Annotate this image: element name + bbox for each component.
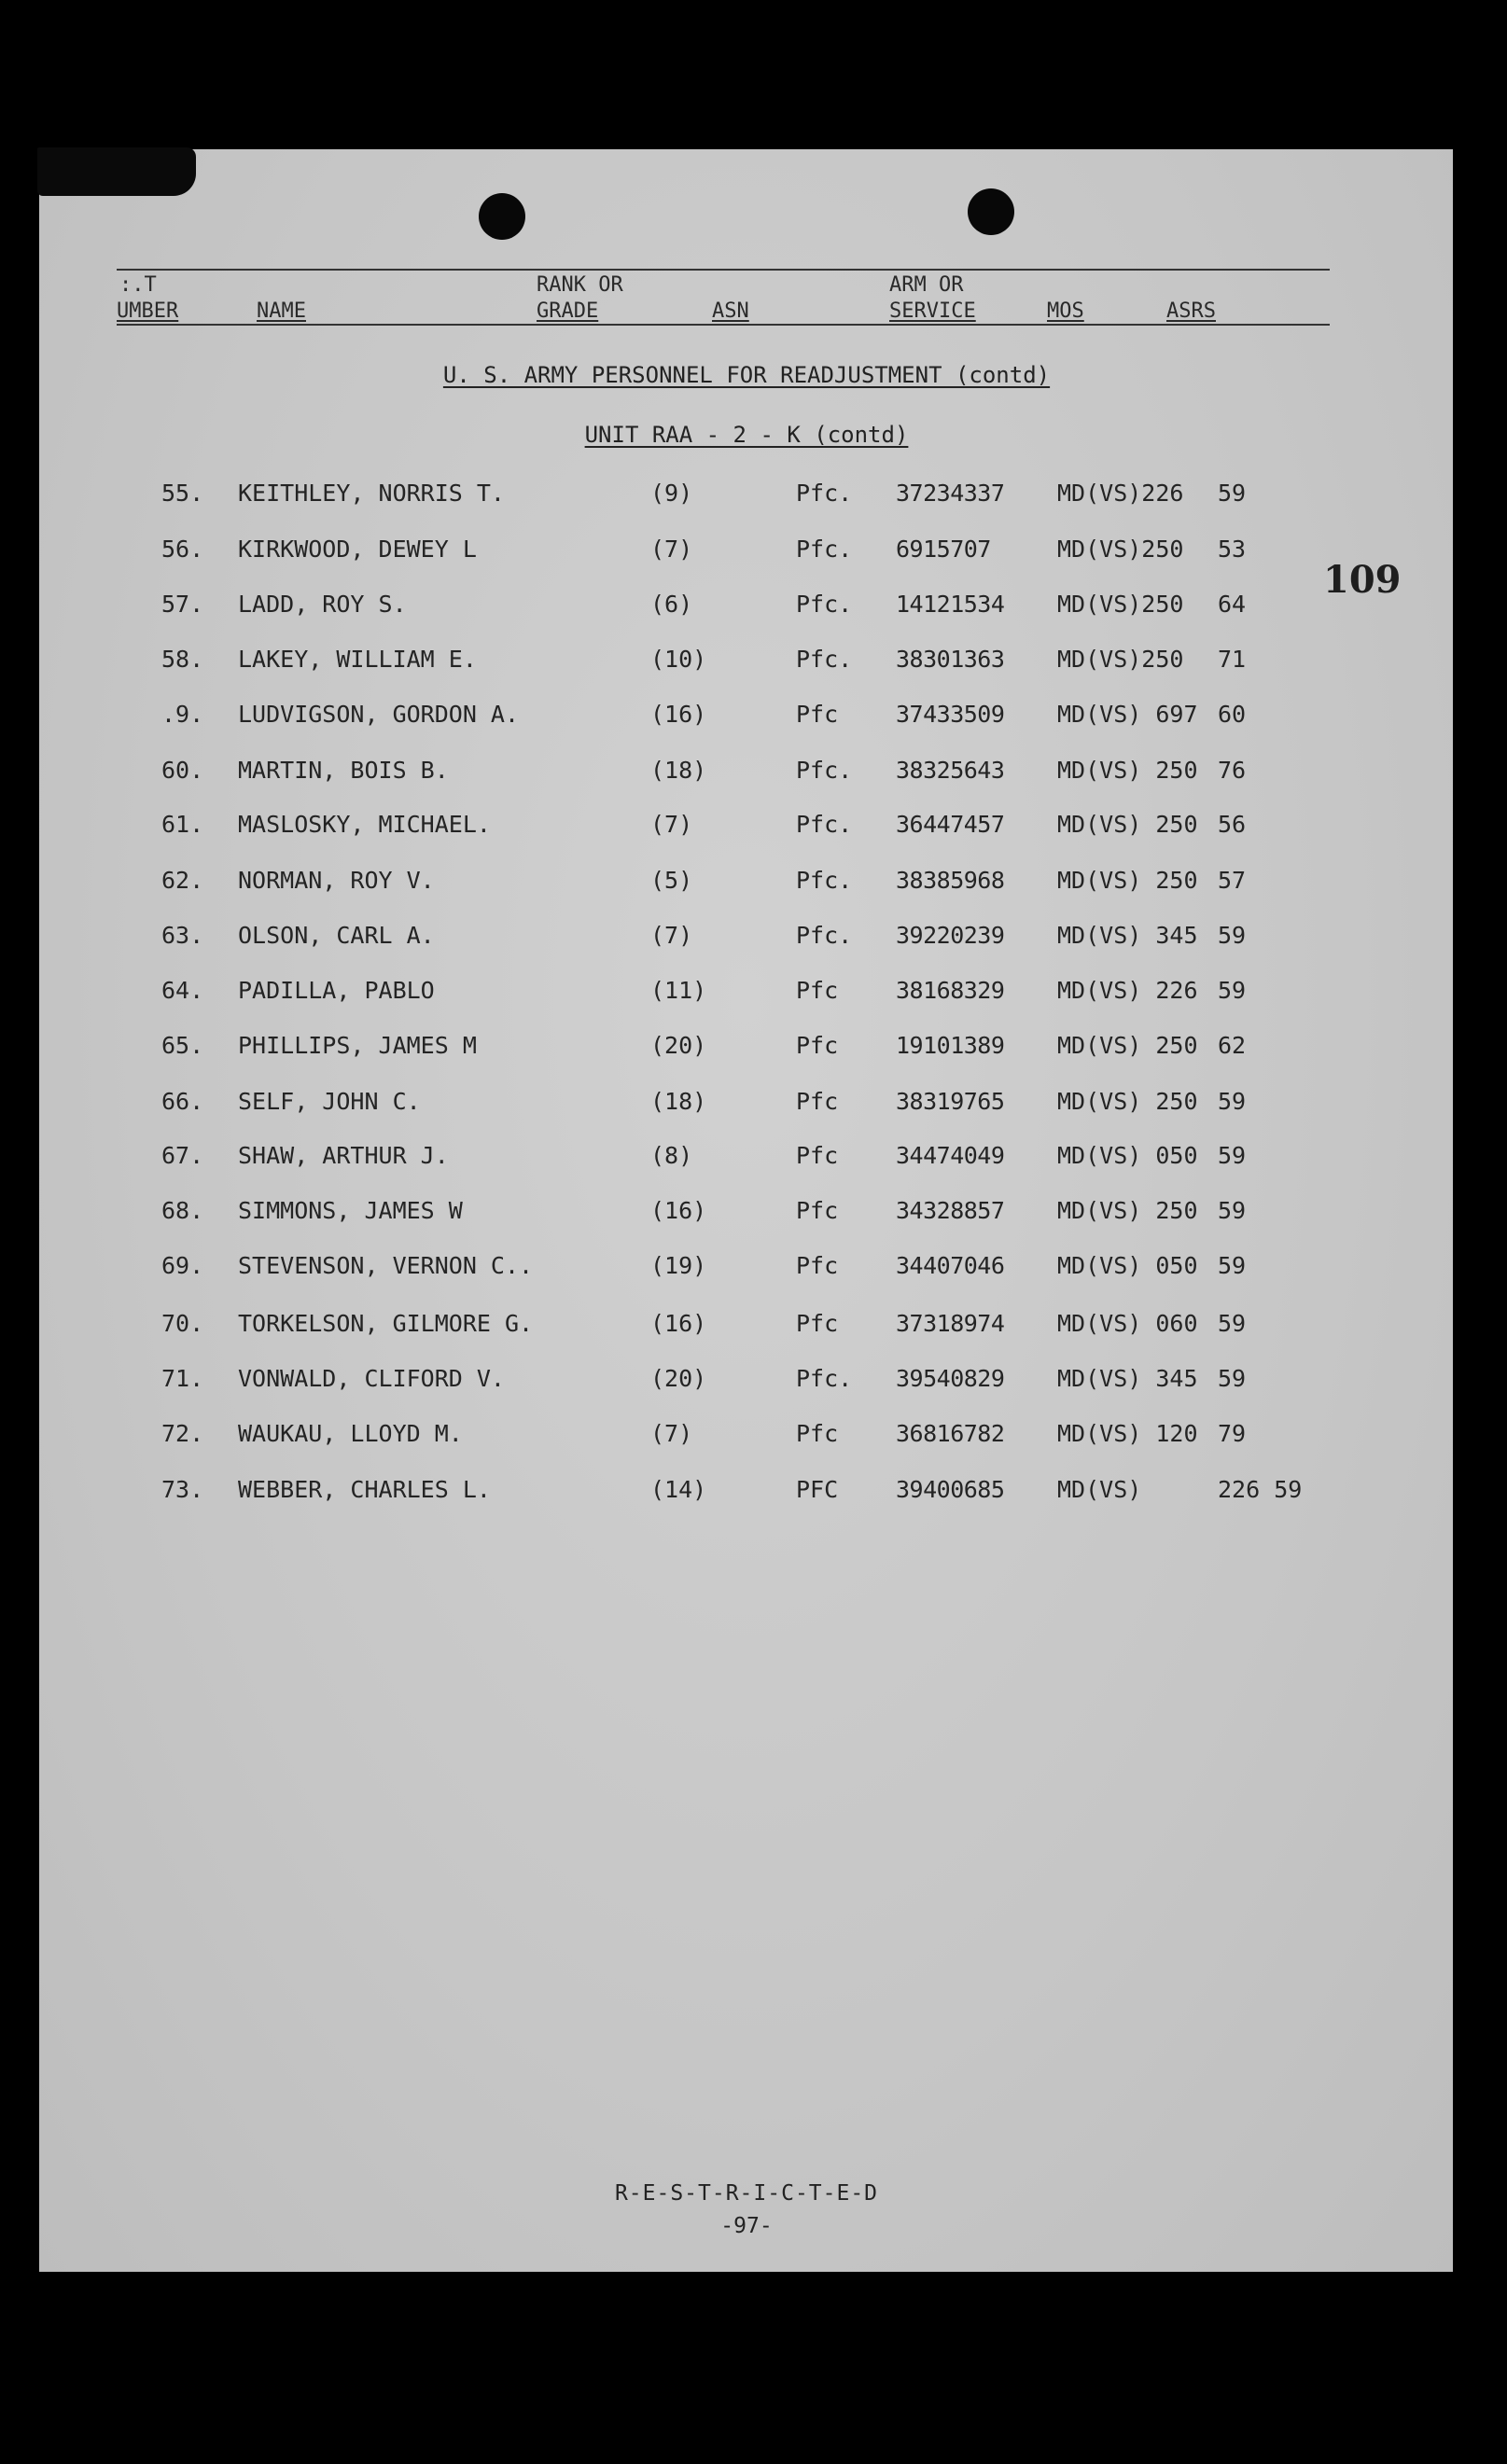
row-number: 73. bbox=[161, 1476, 204, 1503]
row-mos: MD(VS)250 bbox=[1057, 536, 1184, 563]
roster-row bbox=[0, 696, 1400, 733]
row-rank: Pfc bbox=[796, 1310, 839, 1337]
row-number: 69. bbox=[161, 1252, 204, 1279]
tape-mark bbox=[37, 147, 196, 196]
row-number: 66. bbox=[161, 1088, 204, 1115]
row-name: WEBBER, CHARLES L. bbox=[238, 1476, 491, 1503]
header-mos: MOS bbox=[1047, 299, 1084, 323]
row-rank: Pfc. bbox=[796, 1365, 853, 1392]
row-asrs: 53 bbox=[1218, 536, 1247, 563]
row-asrs: 59 bbox=[1218, 1252, 1247, 1279]
row-rank: Pfc bbox=[796, 1088, 839, 1115]
row-rank: PFC bbox=[796, 1476, 839, 1503]
roster-row bbox=[0, 806, 1400, 843]
row-mos: MD(VS) 250 bbox=[1057, 1032, 1198, 1059]
header-asn: ASN bbox=[712, 299, 749, 323]
row-rank: Pfc bbox=[796, 1420, 839, 1447]
row-number: 68. bbox=[161, 1197, 204, 1224]
row-asrs: 76 bbox=[1218, 757, 1247, 784]
roster-row bbox=[0, 1247, 1400, 1285]
row-rank: Pfc bbox=[796, 1252, 839, 1279]
row-asrs: 62 bbox=[1218, 1032, 1247, 1059]
row-asrs: 59 bbox=[1218, 977, 1247, 1004]
row-name: MARTIN, BOIS B. bbox=[238, 757, 449, 784]
row-mos: MD(VS) 050 bbox=[1057, 1142, 1198, 1169]
row-asn: 37433509 bbox=[896, 701, 1005, 728]
row-group: (19) bbox=[650, 1252, 707, 1279]
row-name: VONWALD, CLIFORD V. bbox=[238, 1365, 505, 1392]
row-group: (8) bbox=[650, 1142, 693, 1169]
row-group: (6) bbox=[650, 591, 693, 618]
row-asn: 38385968 bbox=[896, 867, 1005, 894]
row-asrs: 64 bbox=[1218, 591, 1247, 618]
roster-row bbox=[0, 1415, 1400, 1453]
roster-row bbox=[0, 641, 1400, 678]
row-number: 56. bbox=[161, 536, 204, 563]
row-mos: MD(VS) 345 bbox=[1057, 922, 1198, 949]
row-asn: 36816782 bbox=[896, 1420, 1005, 1447]
header-top-rule bbox=[117, 269, 1330, 271]
row-asn: 38325643 bbox=[896, 757, 1005, 784]
row-name: KEITHLEY, NORRIS T. bbox=[238, 480, 505, 507]
row-name: SELF, JOHN C. bbox=[238, 1088, 421, 1115]
roster-row bbox=[0, 475, 1400, 512]
row-group: (5) bbox=[650, 867, 693, 894]
row-number: 64. bbox=[161, 977, 204, 1004]
row-name: LUDVIGSON, GORDON A. bbox=[238, 701, 520, 728]
row-asrs: 59 bbox=[1218, 1088, 1247, 1115]
header-number-line2: UMBER bbox=[117, 299, 179, 323]
row-group: (16) bbox=[650, 1197, 707, 1224]
row-asn: 39400685 bbox=[896, 1476, 1005, 1503]
roster-row bbox=[0, 531, 1400, 568]
row-mos: MD(VS) 250 bbox=[1057, 757, 1198, 784]
row-mos: MD(VS) bbox=[1057, 1476, 1142, 1503]
restricted-marking: R-E-S-T-R-I-C-T-E-D bbox=[614, 2181, 879, 2206]
roster-row bbox=[0, 917, 1400, 954]
roster-row bbox=[0, 752, 1400, 789]
row-asrs: 59 bbox=[1218, 1142, 1247, 1169]
page-stamp: 109 bbox=[1323, 558, 1402, 602]
row-mos: MD(VS) 060 bbox=[1057, 1310, 1198, 1337]
row-group: (9) bbox=[650, 480, 693, 507]
row-asn: 38168329 bbox=[896, 977, 1005, 1004]
row-number: 58. bbox=[161, 646, 204, 673]
row-group: (18) bbox=[650, 1088, 707, 1115]
row-mos: MD(VS) 697 bbox=[1057, 701, 1198, 728]
row-asrs: 60 bbox=[1218, 701, 1247, 728]
roster-row bbox=[0, 586, 1400, 623]
row-asn: 34474049 bbox=[896, 1142, 1005, 1169]
row-mos: MD(VS) 250 bbox=[1057, 867, 1198, 894]
row-rank: Pfc bbox=[796, 1142, 839, 1169]
row-number: 57. bbox=[161, 591, 204, 618]
row-number: 63. bbox=[161, 922, 204, 949]
row-name: KIRKWOOD, DEWEY L bbox=[238, 536, 477, 563]
row-asn: 39540829 bbox=[896, 1365, 1005, 1392]
row-rank: Pfc. bbox=[796, 757, 853, 784]
row-mos: MD(VS)226 bbox=[1057, 480, 1184, 507]
row-asrs: 59 bbox=[1218, 1365, 1247, 1392]
row-group: (7) bbox=[650, 1420, 693, 1447]
row-asn: 39220239 bbox=[896, 922, 1005, 949]
header-arm-line2: SERVICE bbox=[889, 299, 976, 323]
row-asrs: 59 bbox=[1218, 1310, 1247, 1337]
row-name: LADD, ROY S. bbox=[238, 591, 407, 618]
row-name: WAUKAU, LLOYD M. bbox=[238, 1420, 463, 1447]
row-asn: 34407046 bbox=[896, 1252, 1005, 1279]
document-title bbox=[0, 362, 1493, 388]
row-mos: MD(VS)250 bbox=[1057, 646, 1184, 673]
row-rank: Pfc bbox=[796, 701, 839, 728]
row-number: 71. bbox=[161, 1365, 204, 1392]
roster-row bbox=[0, 862, 1400, 899]
row-group: (11) bbox=[650, 977, 707, 1004]
row-group: (7) bbox=[650, 922, 693, 949]
row-group: (14) bbox=[650, 1476, 707, 1503]
row-mos: MD(VS) 050 bbox=[1057, 1252, 1198, 1279]
row-asn: 6915707 bbox=[896, 536, 991, 563]
row-mos: MD(VS) 250 bbox=[1057, 1088, 1198, 1115]
row-mos: MD(VS) 345 bbox=[1057, 1365, 1198, 1392]
row-asn: 38319765 bbox=[896, 1088, 1005, 1115]
row-asn: 19101389 bbox=[896, 1032, 1005, 1059]
row-number: 61. bbox=[161, 811, 204, 838]
row-asn: 38301363 bbox=[896, 646, 1005, 673]
row-mos: MD(VS) 120 bbox=[1057, 1420, 1198, 1447]
roster-row bbox=[0, 1083, 1400, 1121]
row-rank: Pfc. bbox=[796, 591, 853, 618]
row-number: 60. bbox=[161, 757, 204, 784]
row-mos: MD(VS) 250 bbox=[1057, 1197, 1198, 1224]
row-rank: Pfc. bbox=[796, 867, 853, 894]
page-number: -97- bbox=[720, 2214, 773, 2238]
row-name: OLSON, CARL A. bbox=[238, 922, 435, 949]
row-number: .9. bbox=[161, 701, 204, 728]
row-number: 55. bbox=[161, 480, 204, 507]
row-group: (18) bbox=[650, 757, 707, 784]
row-asn: 36447457 bbox=[896, 811, 1005, 838]
header-name: NAME bbox=[257, 299, 306, 323]
row-asn: 37234337 bbox=[896, 480, 1005, 507]
row-asrs: 71 bbox=[1218, 646, 1247, 673]
row-name: MASLOSKY, MICHAEL. bbox=[238, 811, 491, 838]
row-group: (7) bbox=[650, 536, 693, 563]
row-group: (20) bbox=[650, 1032, 707, 1059]
punch-hole-left bbox=[479, 193, 525, 240]
row-number: 70. bbox=[161, 1310, 204, 1337]
roster-row bbox=[0, 1305, 1400, 1343]
row-name: PHILLIPS, JAMES M bbox=[238, 1032, 477, 1059]
document-title-text: U. S. ARMY PERSONNEL FOR READJUSTMENT (contd) bbox=[442, 362, 1051, 388]
row-rank: Pfc bbox=[796, 977, 839, 1004]
row-rank: Pfc. bbox=[796, 536, 853, 563]
unit-title-text: UNIT RAA - 2 - K (contd) bbox=[584, 422, 909, 448]
roster-row bbox=[0, 1192, 1400, 1230]
row-asrs: 59 bbox=[1218, 480, 1247, 507]
row-mos: MD(VS) 226 bbox=[1057, 977, 1198, 1004]
row-asrs: 56 bbox=[1218, 811, 1247, 838]
row-number: 67. bbox=[161, 1142, 204, 1169]
roster-row bbox=[0, 1027, 1400, 1065]
row-rank: Pfc. bbox=[796, 811, 853, 838]
roster-row bbox=[0, 1471, 1400, 1509]
roster-row bbox=[0, 1137, 1400, 1175]
row-group: (20) bbox=[650, 1365, 707, 1392]
row-rank: Pfc. bbox=[796, 922, 853, 949]
row-number: 62. bbox=[161, 867, 204, 894]
row-name: SHAW, ARTHUR J. bbox=[238, 1142, 449, 1169]
row-name: PADILLA, PABLO bbox=[238, 977, 435, 1004]
row-group: (10) bbox=[650, 646, 707, 673]
row-name: NORMAN, ROY V. bbox=[238, 867, 435, 894]
row-name: STEVENSON, VERNON C.. bbox=[238, 1252, 534, 1279]
header-rank-line1: RANK OR bbox=[537, 273, 623, 297]
row-asn: 14121534 bbox=[896, 591, 1005, 618]
row-rank: Pfc bbox=[796, 1197, 839, 1224]
roster-row bbox=[0, 1360, 1400, 1398]
row-asrs: 59 bbox=[1218, 1197, 1247, 1224]
row-name: SIMMONS, JAMES W bbox=[238, 1197, 463, 1224]
row-name: LAKEY, WILLIAM E. bbox=[238, 646, 477, 673]
roster-row bbox=[0, 972, 1400, 1009]
row-asrs: 59 bbox=[1218, 922, 1247, 949]
row-mos: MD(VS) 250 bbox=[1057, 811, 1198, 838]
header-asrs: ASRS bbox=[1166, 299, 1216, 323]
header-arm-line1: ARM OR bbox=[889, 273, 964, 297]
row-mos: MD(VS)250 bbox=[1057, 591, 1184, 618]
unit-title bbox=[0, 422, 1493, 448]
header-rank-line2: GRADE bbox=[537, 299, 599, 323]
row-group: (16) bbox=[650, 1310, 707, 1337]
row-group: (16) bbox=[650, 701, 707, 728]
row-number: 72. bbox=[161, 1420, 204, 1447]
row-rank: Pfc bbox=[796, 1032, 839, 1059]
row-rank: Pfc. bbox=[796, 480, 853, 507]
punch-hole-right bbox=[968, 188, 1014, 235]
row-asn: 37318974 bbox=[896, 1310, 1005, 1337]
row-group: (7) bbox=[650, 811, 693, 838]
row-asn: 34328857 bbox=[896, 1197, 1005, 1224]
row-asrs: 226 59 bbox=[1218, 1476, 1303, 1503]
row-asrs: 79 bbox=[1218, 1420, 1247, 1447]
row-name: TORKELSON, GILMORE G. bbox=[238, 1310, 534, 1337]
row-number: 65. bbox=[161, 1032, 204, 1059]
row-asrs: 57 bbox=[1218, 867, 1247, 894]
row-rank: Pfc. bbox=[796, 646, 853, 673]
header-number-line1: :.T bbox=[119, 273, 157, 297]
